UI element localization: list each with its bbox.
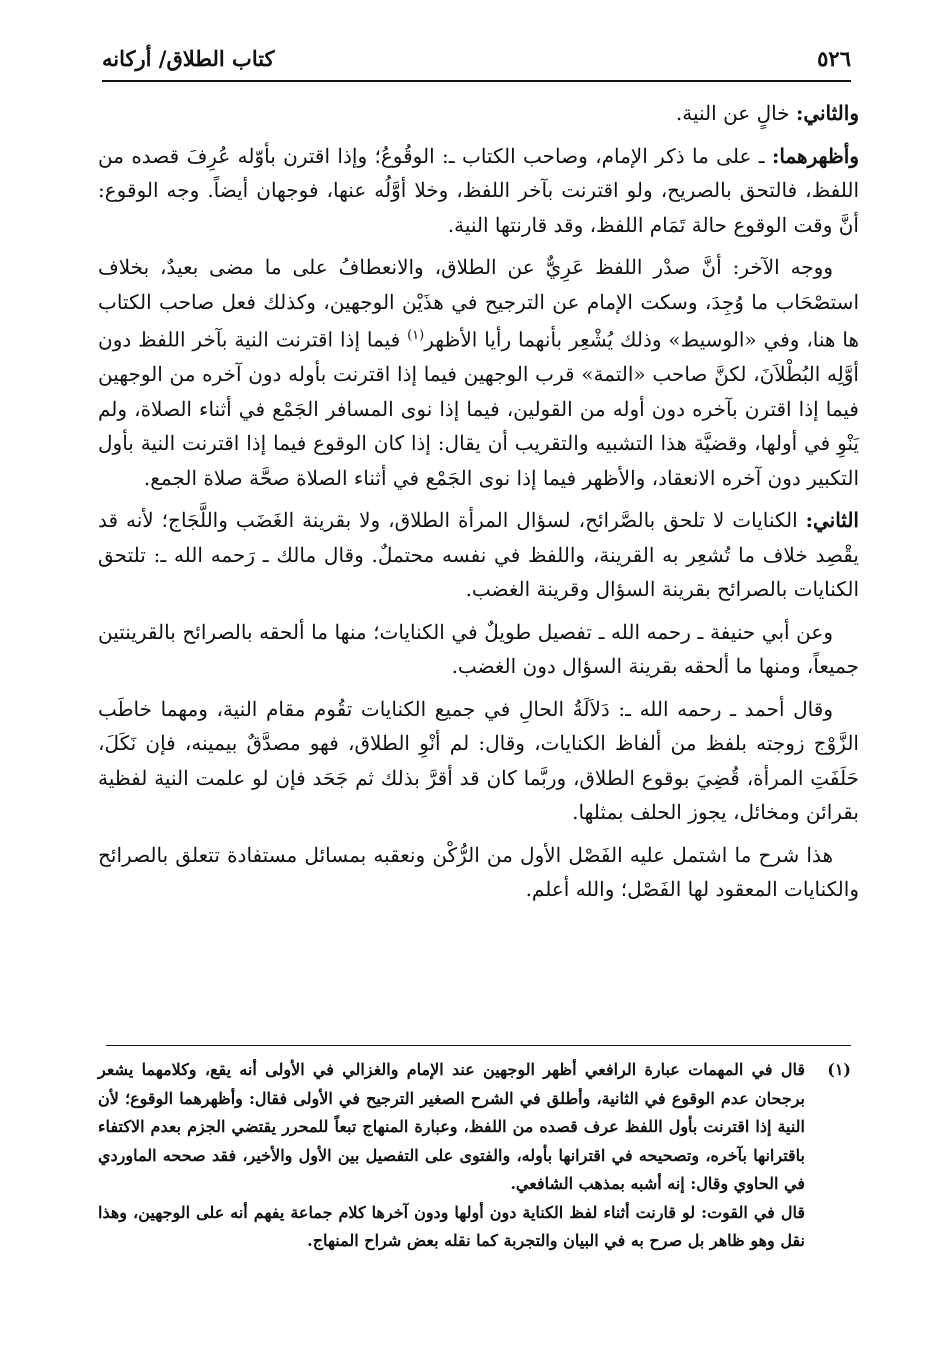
footnote-number: (١) [827, 1060, 851, 1079]
paragraph-2-text: ـ على ما ذكر الإمام، وصاحب الكتاب ـ: الوقُوعُ؛ وإذا اقترن بأوّله عُرِفَ قصده من اللفظ، فالتحق بالصريح، ولو اقترنت بآخر اللفظ، وخلا أوَّلُه عنها، فوجهان أيضاً. وجه الوقوع: أنَّ وقت الوقوع حالة تَمَام اللفظ، وقد قارنتها النية. [98, 143, 859, 237]
paragraph-3-text: ووجه الآخر: أنَّ صدْر اللفظ عَرِيٌّ عن الطلاق، والانعطافُ على ما مضى بعيدٌ، بخلاف استصْحَاب ما وُجِدَ، وسكت الإمام عن الترجيح في هذَيْن الوجهين، وكذلك فعل صاحب الكتاب ها هنا، وفي «الوسيط» وذلك يُشْعِر بأنهما رأيا الأظهر [98, 255, 860, 352]
footnote-divider [106, 1045, 851, 1046]
paragraph-1 [98, 96, 859, 131]
paragraph-5: وعن أبي حنيفة ـ رحمه الله ـ تفصيل طويلٌ في الكنايات؛ منها ما ألحقه بالصرائح بالقرينتين جميعاً، ومنها ما ألحقه بقرينة السؤال دون الغضب. [98, 619, 859, 679]
paragraph-2 [98, 139, 859, 243]
footnote-paragraph-1: قال في المهمات عبارة الرافعي أظهر الوجهين عند الإمام والغزالي في الأولى أنه يقع، وكلامهما يشعر برجحان عدم الوقوع في الثانية، وأطلق في الشرح الصغير الترجيح في الأولى فقال: وأظهرهما الوقوع؛ لأن النية إذا اقترنت بأول اللفظ عرف قصده من اللفظ، وعبارة المنهاج تبعاً للمحرر يقتضي الجزم بعدم الاكتفاء باقترانها بآخره، وتصحيحه في اقترانها بأوله، والفتوى على التفصيل بين الأول والأخير، فقد صححه الماوردي في الحاوي وقال: إنه أشبه بمذهب الشافعي. [98, 1060, 805, 1193]
paragraph-6: وقال أحمد ـ رحمه الله ـ: دَلاَلَةُ الحالِ في جميع الكنايات تقُوم مقام النية، ومهما خاطَب الزَّوْج زوجته بلفظ من ألفاظ الكنايات، وقال: لم أنْوِ الطلاق، فهو مصدَّقٌ بيمينه، فإن نَكَلَ، حَلَفَتِ المرأة، قُضِيَ بوقوع الطلاق، وربَّما كان قد أقرَّ بذلك ثم جَحَد فإن لو علمت النية لفظية بقرائن ومخائل، يجوز الحلف بمثلها. [98, 696, 859, 825]
paragraph-4-text: الكنايات لا تلحق بالصَّرائح، لسؤال المرأة الطلاق، ولا بقرينة الغَضَب واللَّجَاج؛ لأنه قد يقْصِد خلاف ما تُشعِر به القرينة، واللفظ في نفسه محتملٌ. وقال مالك ـ رَحمه الله ـ: تلتحق الكنايات بالصرائح بقرينة السؤال وقرينة الغضب. [98, 508, 859, 602]
paragraph-7: هذا شرح ما اشتمل عليه الفَصْل الأول من الرُّكْن ونعقبه بمسائل مستفادة تتعلق بالصرائح والكنايات المعقود لها الفَصْل؛ والله أعلم. [98, 842, 859, 902]
paragraph-1-lead: والثاني: [795, 101, 859, 125]
paragraph-1-text: خالٍ عن النية. [675, 101, 796, 125]
footnote-block [98, 1056, 851, 1256]
paragraph-4 [98, 503, 859, 607]
paragraph-2-lead: وأظهرهما: [772, 143, 859, 168]
footnote-marker[interactable]: (١) [407, 328, 425, 343]
chapter-title: كتاب الطلاق/ أركانه [102, 45, 275, 71]
page-number: ٥٢٦ [817, 45, 851, 71]
paragraph-4-lead: الثاني: [805, 508, 859, 533]
page-header [102, 38, 851, 78]
paragraph-3 [98, 250, 859, 495]
footnote-text [98, 1056, 805, 1256]
header-divider [102, 80, 851, 82]
paragraph-3-text-continued: فيما إذا اقترنت النية بآخر اللفظ دون أوَّلِه البُطْلاَنَ، لكنَّ صاحب «التمة» قرب الوجهين فيما إذا اقترنت بأوله دون آخره من الوجهين فيما إذا اقترن بآخره دون أوله من القولين، فيما إذا نوى المسافر الجَمْع في أثناء الصلاة، ولم يَنْوِ في أولها، وقضيَّة هذا التشبيه والتقريب أن يقال: إذا كان الوقوع فيما إذا اقترنت النية بأول التكبير دون آخره الانعقاد، والأظهر فيما إذا نوى الجَمْع في أثناء الصلاة صحَّة صلاة الجمع. [98, 327, 859, 490]
main-text [98, 96, 859, 915]
footnote-paragraph-2: قال في القوت: لو قارنت أثناء لفظ الكناية دون أولها ودون آخرها كلام جماعة يفهم أنه على الوجهين، وهذا نقل وهو ظاهر بل صرح به في البيان والتجربة كما نقله بعض شراح المنهاج. [98, 1202, 805, 1250]
